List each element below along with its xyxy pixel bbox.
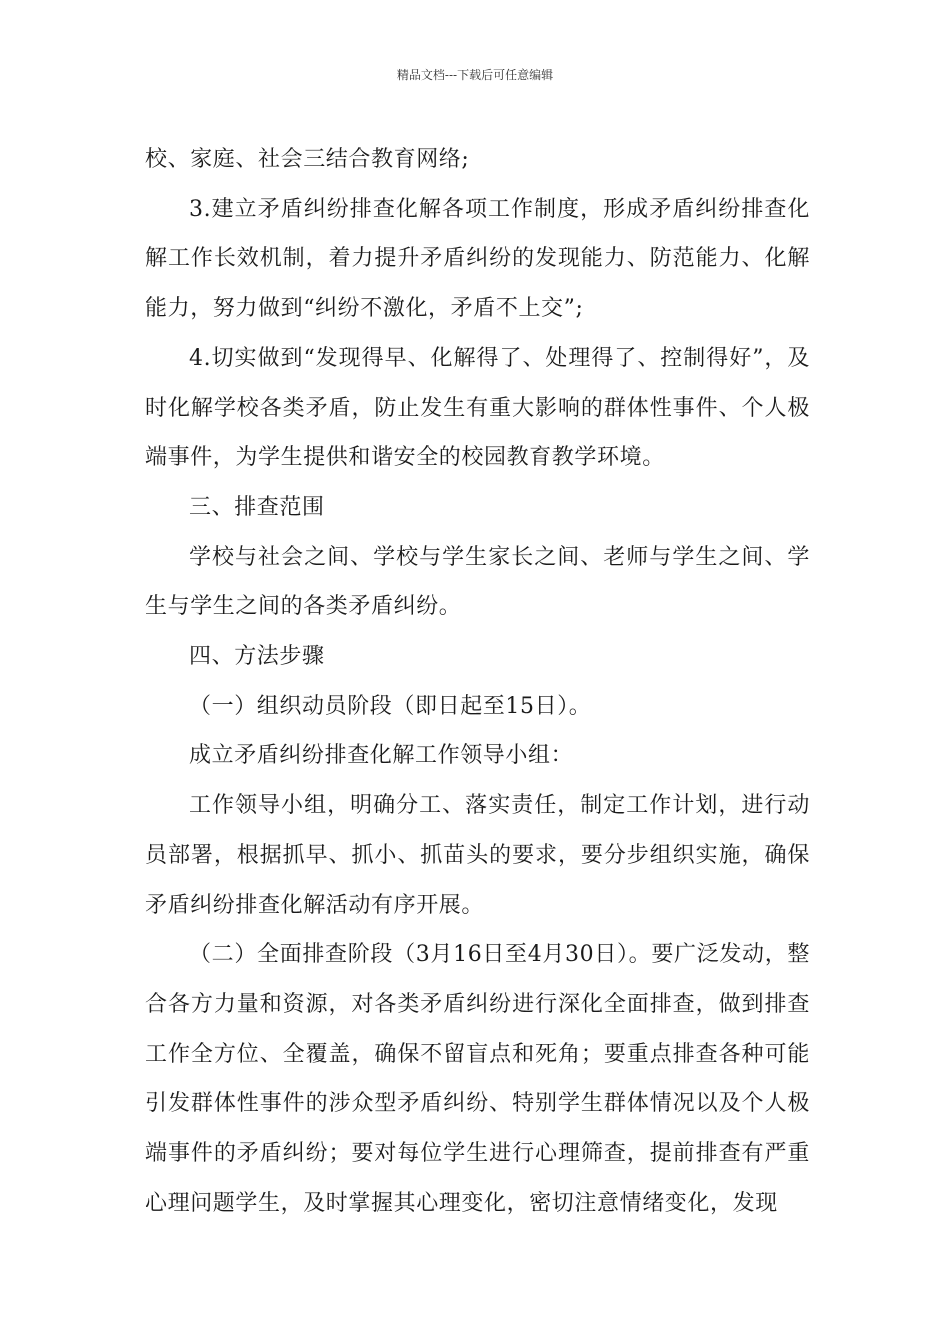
paragraph-1: 校、家庭、社会三结合教育网络; (145, 147, 470, 172)
document-body (145, 135, 810, 1228)
section-heading-methods: 四、方法步骤 (189, 644, 325, 670)
paragraph-stage-two: （二）全面排查阶段（3月16日至4月30日）。要广泛发动，整合各方力量和资源，对各类矛盾纠纷进行深化全面排查，做到排查工作全方位、全覆盖，确保不留盲点和死角；要重点排查各种可能引发群体性事件的涉众型矛盾纠纷、特别学生群体情况以及个人极端事件的矛盾纠纷；要对每位学生进行心理筛查，提前排查有严重心理问题学生，及时掌握其心理变化，密切注意情绪变化，发现 (145, 942, 810, 1216)
paragraph-scope: 学校与社会之间、学校与学生家长之间、老师与学生之间、学生与学生之间的各类矛盾纠纷。 (145, 544, 810, 620)
subheading-stage-one: （一）组织动员阶段（即日起至15日）。 (189, 693, 592, 719)
paragraph-group-duties: 工作领导小组，明确分工、落实责任，制定工作计划，进行动员部署，根据抓早、抓小、抓苗头的要求，要分步组织实施，确保矛盾纠纷排查化解活动有序开展。 (145, 793, 810, 918)
page-header: 精品文档---下载后可任意编辑 (396, 68, 554, 82)
paragraph-2: 3.建立矛盾纠纷排查化解各项工作制度，形成矛盾纠纷排查化解工作长效机制，着力提升矛盾纠纷的发现能力、防范能力、化解能力，努力做到“纠纷不激化，矛盾不上交”; (145, 196, 810, 322)
paragraph-3: 4.切实做到“发现得早、化解得了、处理得了、控制得好”，及时化解学校各类矛盾，防止发生有重大影响的群体性事件、个人极端事件，为学生提供和谐安全的校园教育教学环境。 (145, 345, 810, 471)
section-heading-scope: 三、排查范围 (189, 494, 325, 520)
paragraph-leading-group: 成立矛盾纠纷排查化解工作领导小组： (189, 743, 574, 769)
